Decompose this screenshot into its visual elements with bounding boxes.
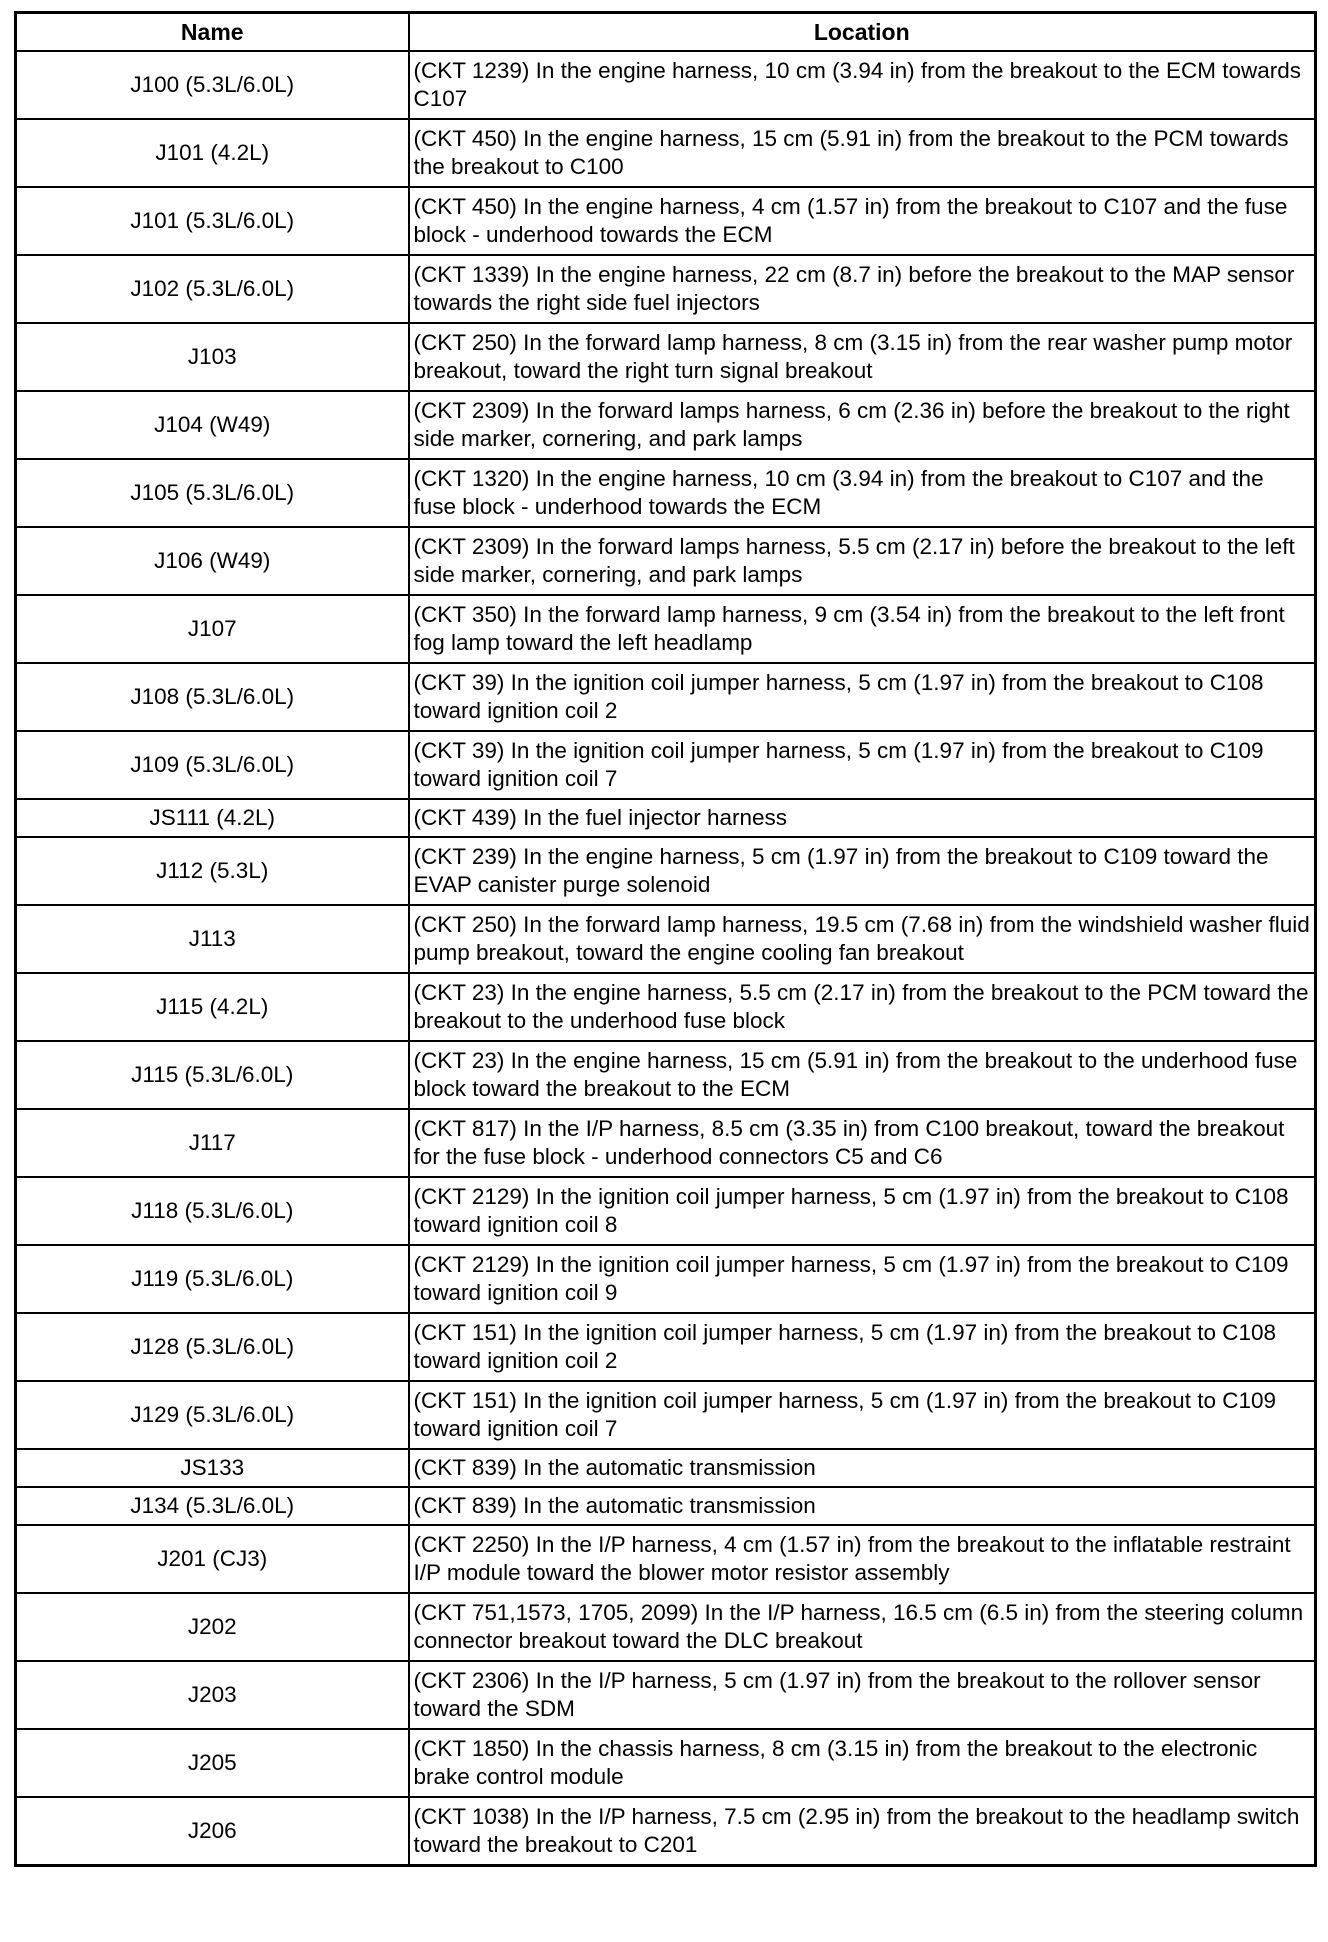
splice-location-cell: (CKT 2129) In the ignition coil jumper harness, 5 cm (1.97 in) from the breakout to C109 toward ignition coil 9 xyxy=(409,1245,1316,1313)
splice-name-cell: J201 (CJ3) xyxy=(16,1525,409,1593)
table-row xyxy=(16,255,1316,323)
splice-location-cell: (CKT 350) In the forward lamp harness, 9 cm (3.54 in) from the breakout to the left front fog lamp toward the left headlamp xyxy=(409,595,1316,663)
table-row xyxy=(16,1487,1316,1525)
table-row xyxy=(16,1797,1316,1866)
table-row xyxy=(16,1109,1316,1177)
splice-location-cell: (CKT 1850) In the chassis harness, 8 cm (3.15 in) from the breakout to the electronic brake control module xyxy=(409,1729,1316,1797)
table-row xyxy=(16,527,1316,595)
splice-location-cell: (CKT 250) In the forward lamp harness, 19.5 cm (7.68 in) from the windshield washer fluid pump breakout, toward the engine cooling fan breakout xyxy=(409,905,1316,973)
splice-location-cell: (CKT 2309) In the forward lamps harness, 5.5 cm (2.17 in) before the breakout to the left side marker, cornering, and park lamps xyxy=(409,527,1316,595)
table-row xyxy=(16,837,1316,905)
splice-name-cell: J100 (5.3L/6.0L) xyxy=(16,51,409,119)
table-row xyxy=(16,1381,1316,1449)
splice-name-cell: J101 (4.2L) xyxy=(16,119,409,187)
table-row xyxy=(16,51,1316,119)
splice-name-cell: J101 (5.3L/6.0L) xyxy=(16,187,409,255)
splice-location-cell: (CKT 23) In the engine harness, 5.5 cm (2.17 in) from the breakout to the PCM toward the breakout to the underhood fuse block xyxy=(409,973,1316,1041)
table-row xyxy=(16,1041,1316,1109)
splice-name-cell: J106 (W49) xyxy=(16,527,409,595)
splice-name-cell: J119 (5.3L/6.0L) xyxy=(16,1245,409,1313)
splice-location-cell: (CKT 1239) In the engine harness, 10 cm (3.94 in) from the breakout to the ECM towards C107 xyxy=(409,51,1316,119)
splice-name-cell: J129 (5.3L/6.0L) xyxy=(16,1381,409,1449)
splice-location-cell: (CKT 151) In the ignition coil jumper harness, 5 cm (1.97 in) from the breakout to C109 toward ignition coil 7 xyxy=(409,1381,1316,1449)
splice-location-cell: (CKT 839) In the automatic transmission xyxy=(409,1449,1316,1487)
table-row xyxy=(16,323,1316,391)
table-row xyxy=(16,663,1316,731)
table-row xyxy=(16,1449,1316,1487)
table-row xyxy=(16,391,1316,459)
table-row xyxy=(16,1525,1316,1593)
splice-location-cell: (CKT 2129) In the ignition coil jumper harness, 5 cm (1.97 in) from the breakout to C108 toward ignition coil 8 xyxy=(409,1177,1316,1245)
splice-location-cell: (CKT 39) In the ignition coil jumper harness, 5 cm (1.97 in) from the breakout to C109 toward ignition coil 7 xyxy=(409,731,1316,799)
column-header-location: Location xyxy=(409,13,1316,52)
splice-name-cell: J105 (5.3L/6.0L) xyxy=(16,459,409,527)
splice-location-cell: (CKT 2250) In the I/P harness, 4 cm (1.57 in) from the breakout to the inflatable restraint I/P module toward the blower motor resistor assembly xyxy=(409,1525,1316,1593)
splice-location-cell: (CKT 239) In the engine harness, 5 cm (1.97 in) from the breakout to C109 toward the EVAP canister purge solenoid xyxy=(409,837,1316,905)
splice-name-cell: J113 xyxy=(16,905,409,973)
splice-location-cell: (CKT 817) In the I/P harness, 8.5 cm (3.35 in) from C100 breakout, toward the breakout for the fuse block - underhood connectors C5 and C6 xyxy=(409,1109,1316,1177)
splice-name-cell: J115 (5.3L/6.0L) xyxy=(16,1041,409,1109)
table-row xyxy=(16,1661,1316,1729)
splice-name-cell: J117 xyxy=(16,1109,409,1177)
splice-location-cell: (CKT 1038) In the I/P harness, 7.5 cm (2.95 in) from the breakout to the headlamp switch toward the breakout to C201 xyxy=(409,1797,1316,1866)
column-header-name: Name xyxy=(16,13,409,52)
splice-location-cell: (CKT 839) In the automatic transmission xyxy=(409,1487,1316,1525)
splice-name-cell: J104 (W49) xyxy=(16,391,409,459)
splice-name-cell: J107 xyxy=(16,595,409,663)
splice-name-cell: J205 xyxy=(16,1729,409,1797)
splice-location-table xyxy=(14,11,1317,1867)
table-row xyxy=(16,1729,1316,1797)
table-row xyxy=(16,187,1316,255)
splice-location-cell: (CKT 450) In the engine harness, 4 cm (1.57 in) from the breakout to C107 and the fuse block - underhood towards the ECM xyxy=(409,187,1316,255)
splice-name-cell: J102 (5.3L/6.0L) xyxy=(16,255,409,323)
splice-name-cell: J103 xyxy=(16,323,409,391)
splice-location-cell: (CKT 1320) In the engine harness, 10 cm (3.94 in) from the breakout to C107 and the fuse block - underhood towards the ECM xyxy=(409,459,1316,527)
table-row xyxy=(16,1313,1316,1381)
table-row xyxy=(16,595,1316,663)
splice-location-cell: (CKT 39) In the ignition coil jumper harness, 5 cm (1.97 in) from the breakout to C108 toward ignition coil 2 xyxy=(409,663,1316,731)
splice-location-cell: (CKT 1339) In the engine harness, 22 cm (8.7 in) before the breakout to the MAP sensor towards the right side fuel injectors xyxy=(409,255,1316,323)
table-row xyxy=(16,731,1316,799)
splice-name-cell: J202 xyxy=(16,1593,409,1661)
table-row xyxy=(16,973,1316,1041)
table-row xyxy=(16,1177,1316,1245)
splice-name-cell: J206 xyxy=(16,1797,409,1866)
table-body xyxy=(16,51,1316,1866)
splice-location-cell: (CKT 450) In the engine harness, 15 cm (5.91 in) from the breakout to the PCM towards the breakout to C100 xyxy=(409,119,1316,187)
splice-location-cell: (CKT 439) In the fuel injector harness xyxy=(409,799,1316,837)
table-row xyxy=(16,905,1316,973)
table-row xyxy=(16,459,1316,527)
header-row xyxy=(16,13,1316,52)
table-row xyxy=(16,119,1316,187)
splice-location-cell: (CKT 23) In the engine harness, 15 cm (5.91 in) from the breakout to the underhood fuse block toward the breakout to the ECM xyxy=(409,1041,1316,1109)
table-row xyxy=(16,1245,1316,1313)
splice-name-cell: J134 (5.3L/6.0L) xyxy=(16,1487,409,1525)
splice-name-cell: JS133 xyxy=(16,1449,409,1487)
splice-name-cell: J108 (5.3L/6.0L) xyxy=(16,663,409,731)
splice-location-cell: (CKT 2306) In the I/P harness, 5 cm (1.97 in) from the breakout to the rollover sensor toward the SDM xyxy=(409,1661,1316,1729)
splice-name-cell: J203 xyxy=(16,1661,409,1729)
splice-name-cell: J109 (5.3L/6.0L) xyxy=(16,731,409,799)
splice-location-cell: (CKT 151) In the ignition coil jumper harness, 5 cm (1.97 in) from the breakout to C108 toward ignition coil 2 xyxy=(409,1313,1316,1381)
splice-location-cell: (CKT 751,1573, 1705, 2099) In the I/P harness, 16.5 cm (6.5 in) from the steering column connector breakout toward the DLC breakout xyxy=(409,1593,1316,1661)
splice-location-cell: (CKT 2309) In the forward lamps harness, 6 cm (2.36 in) before the breakout to the right side marker, cornering, and park lamps xyxy=(409,391,1316,459)
splice-name-cell: J118 (5.3L/6.0L) xyxy=(16,1177,409,1245)
splice-name-cell: J112 (5.3L) xyxy=(16,837,409,905)
table-row xyxy=(16,799,1316,837)
splice-name-cell: JS111 (4.2L) xyxy=(16,799,409,837)
splice-name-cell: J128 (5.3L/6.0L) xyxy=(16,1313,409,1381)
splice-location-cell: (CKT 250) In the forward lamp harness, 8 cm (3.15 in) from the rear washer pump motor breakout, toward the right turn signal breakout xyxy=(409,323,1316,391)
table-row xyxy=(16,1593,1316,1661)
splice-name-cell: J115 (4.2L) xyxy=(16,973,409,1041)
